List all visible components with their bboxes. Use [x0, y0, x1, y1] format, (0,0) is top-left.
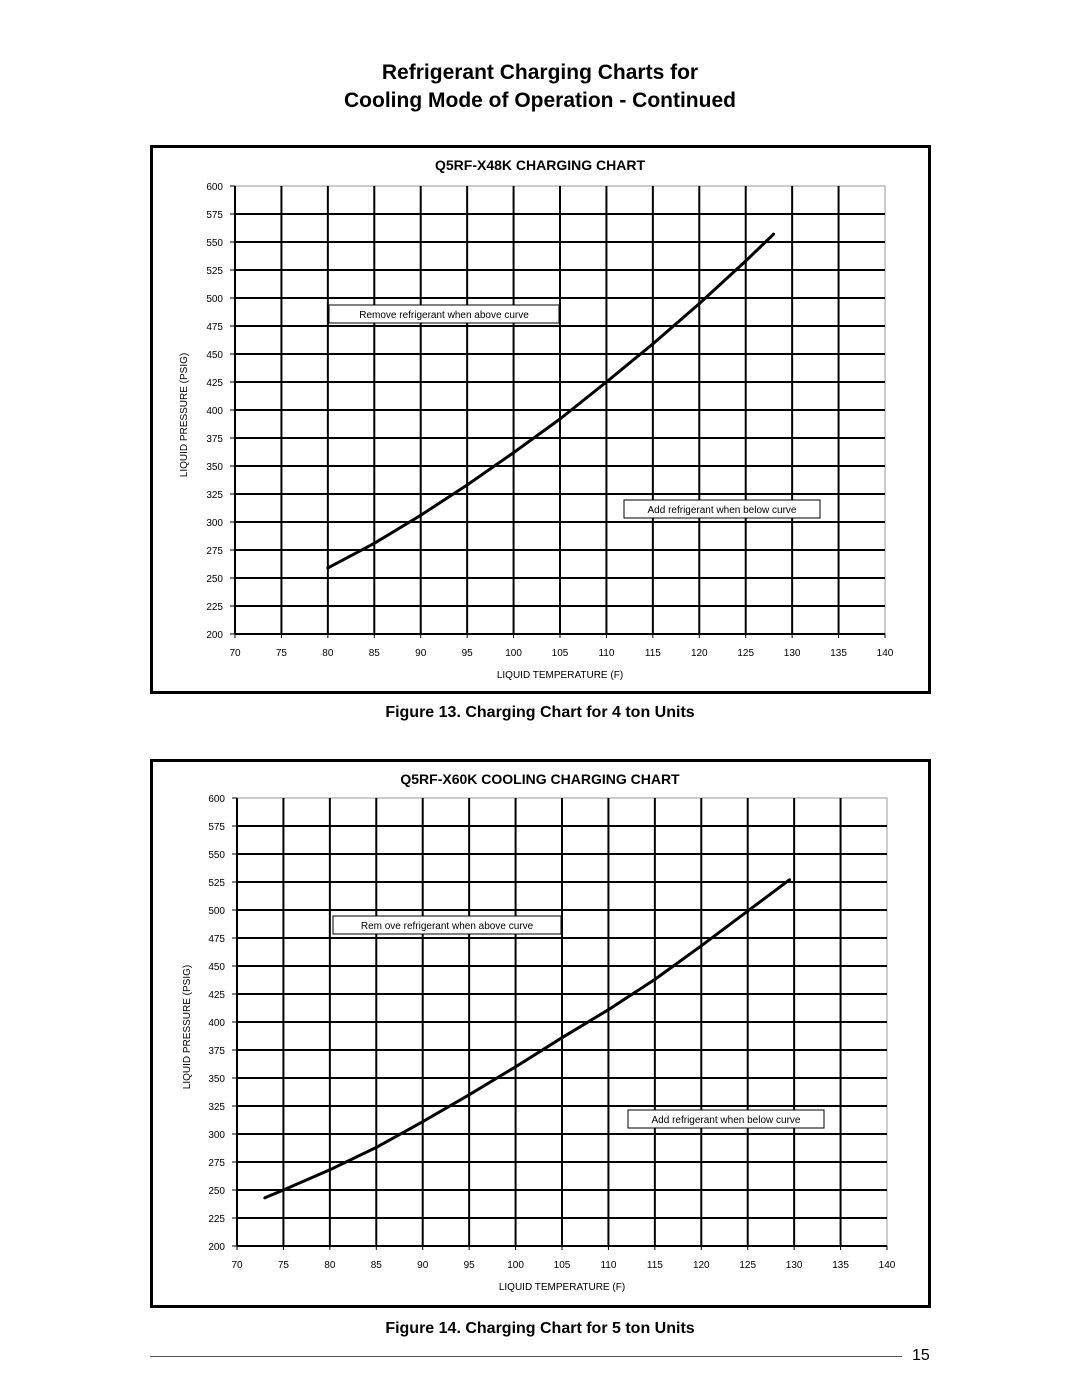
- y-tick-label: 200: [206, 630, 223, 641]
- x-tick-label: 90: [417, 1260, 429, 1271]
- x-tick-label: 80: [322, 648, 334, 659]
- y-tick-label: 500: [208, 906, 225, 917]
- y-tick-label: 550: [208, 850, 225, 861]
- page-number: 15: [912, 1347, 930, 1364]
- add-refrigerant-note: [624, 500, 820, 518]
- x-tick-label: 85: [370, 1260, 382, 1271]
- x-tick-label: 125: [737, 648, 755, 659]
- x-tick-label: 70: [229, 648, 241, 659]
- y-tick-label: 575: [208, 822, 225, 833]
- y-tick-label: 325: [208, 1102, 225, 1113]
- chart-title: Q5RF-X48K CHARGING CHART: [434, 157, 646, 173]
- x-tick-label: 135: [832, 1260, 849, 1271]
- y-tick-label: 225: [206, 602, 223, 613]
- curve-point: [375, 1146, 378, 1149]
- y-tick-label: 400: [206, 406, 223, 417]
- page-title-line-2: Cooling Mode of Operation - Continued: [344, 89, 736, 112]
- curve-point: [561, 1036, 564, 1039]
- chart-q5rf-x60k-plot: [153, 762, 928, 1305]
- y-tick-label: 500: [206, 294, 223, 305]
- x-tick-label: 80: [324, 1260, 336, 1271]
- x-tick-label: 90: [415, 648, 427, 659]
- remove-refrigerant-note: [329, 305, 559, 323]
- y-axis-label: LIQUID PRESSURE (PSIG): [182, 964, 193, 1090]
- curve-point: [746, 910, 749, 913]
- y-tick-label: 550: [206, 238, 223, 249]
- curve-point: [698, 302, 701, 305]
- x-tick-label: 130: [785, 1260, 803, 1271]
- x-tick-label: 100: [505, 648, 522, 659]
- chart-q5rf-x48k-plot: [153, 148, 928, 691]
- y-tick-label: 475: [206, 322, 223, 333]
- note-text: Rem ove refrigerant when above curve: [360, 921, 534, 932]
- y-tick-label: 375: [206, 434, 223, 445]
- x-tick-label: 110: [600, 1260, 617, 1271]
- y-tick-label: 250: [208, 1186, 225, 1197]
- curve-point: [559, 417, 562, 420]
- curve-point: [653, 978, 656, 981]
- add-refrigerant-note: [628, 1110, 824, 1128]
- y-tick-label: 450: [208, 962, 225, 973]
- curve-point: [326, 566, 329, 569]
- x-tick-label: 120: [692, 1260, 710, 1271]
- y-tick-label: 450: [206, 350, 223, 361]
- y-tick-label: 250: [206, 574, 223, 585]
- y-tick-label: 225: [208, 1214, 225, 1225]
- y-tick-label: 275: [206, 546, 223, 557]
- x-tick-label: 115: [646, 1260, 663, 1271]
- x-axis-label: LIQUID TEMPERATURE (F): [496, 670, 624, 681]
- note-text: Add refrigerant when below curve: [647, 505, 797, 516]
- curve-point: [788, 878, 791, 881]
- curve-point: [651, 342, 654, 345]
- x-tick-label: 115: [644, 648, 661, 659]
- chart-q5rf-x48k: [150, 145, 931, 694]
- curve-point: [328, 1168, 331, 1171]
- x-tick-label: 110: [598, 648, 615, 659]
- y-tick-label: 350: [206, 462, 223, 473]
- x-tick-label: 105: [553, 1260, 571, 1271]
- curve-point: [700, 944, 703, 947]
- x-tick-label: 140: [878, 1260, 896, 1271]
- y-tick-label: 600: [208, 794, 225, 805]
- y-tick-label: 275: [208, 1158, 225, 1169]
- curve-point: [744, 260, 747, 263]
- y-tick-label: 300: [206, 518, 223, 529]
- x-tick-label: 75: [277, 1260, 289, 1271]
- footer-divider: [150, 1356, 902, 1357]
- x-tick-label: 95: [461, 648, 473, 659]
- y-tick-label: 475: [208, 934, 225, 945]
- y-tick-label: 575: [206, 210, 223, 221]
- y-tick-label: 400: [208, 1018, 225, 1029]
- y-tick-label: 525: [208, 878, 225, 889]
- y-tick-label: 425: [208, 990, 225, 1001]
- x-tick-label: 75: [275, 648, 287, 659]
- y-tick-label: 525: [206, 266, 223, 277]
- page-title-line-1: Refrigerant Charging Charts for: [381, 61, 699, 84]
- remove-refrigerant-note: [333, 916, 561, 934]
- chart-q5rf-x60k: [150, 759, 931, 1308]
- y-tick-label: 375: [208, 1046, 225, 1057]
- x-tick-label: 120: [690, 648, 708, 659]
- x-tick-label: 140: [876, 648, 894, 659]
- y-tick-label: 425: [206, 378, 223, 389]
- curve-point: [605, 381, 608, 384]
- x-tick-label: 125: [739, 1260, 757, 1271]
- x-tick-label: 130: [783, 648, 801, 659]
- figure-13-caption: Figure 13. Charging Chart for 4 ton Units: [385, 704, 695, 721]
- x-tick-label: 70: [231, 1260, 243, 1271]
- x-axis-label: LIQUID TEMPERATURE (F): [498, 1282, 626, 1293]
- y-tick-label: 300: [208, 1130, 225, 1141]
- curve-point: [772, 233, 775, 236]
- chart-title: Q5RF-X60K COOLING CHARGING CHART: [400, 771, 680, 787]
- x-tick-label: 95: [463, 1260, 475, 1271]
- curve-point: [421, 1120, 424, 1123]
- y-tick-label: 350: [208, 1074, 225, 1085]
- curve-point: [607, 1008, 610, 1011]
- curve-point: [468, 1093, 471, 1096]
- x-tick-label: 100: [507, 1260, 524, 1271]
- y-tick-label: 325: [206, 490, 223, 501]
- y-axis-label: LIQUID PRESSURE (PSIG): [179, 352, 190, 478]
- curve-point: [466, 484, 469, 487]
- note-text: Remove refrigerant when above curve: [359, 310, 529, 321]
- y-tick-label: 200: [208, 1242, 225, 1253]
- curve-point: [514, 1065, 517, 1068]
- x-tick-label: 85: [368, 648, 380, 659]
- curve-point: [373, 542, 376, 545]
- curve-point: [419, 514, 422, 517]
- y-tick-label: 600: [206, 182, 223, 193]
- x-tick-label: 135: [830, 648, 847, 659]
- figure-14-caption: Figure 14. Charging Chart for 5 ton Units: [385, 1320, 695, 1337]
- note-text: Add refrigerant when below curve: [651, 1115, 801, 1126]
- x-tick-label: 105: [551, 648, 569, 659]
- curve-point: [282, 1189, 285, 1192]
- curve-point: [263, 1196, 266, 1199]
- curve-point: [512, 451, 515, 454]
